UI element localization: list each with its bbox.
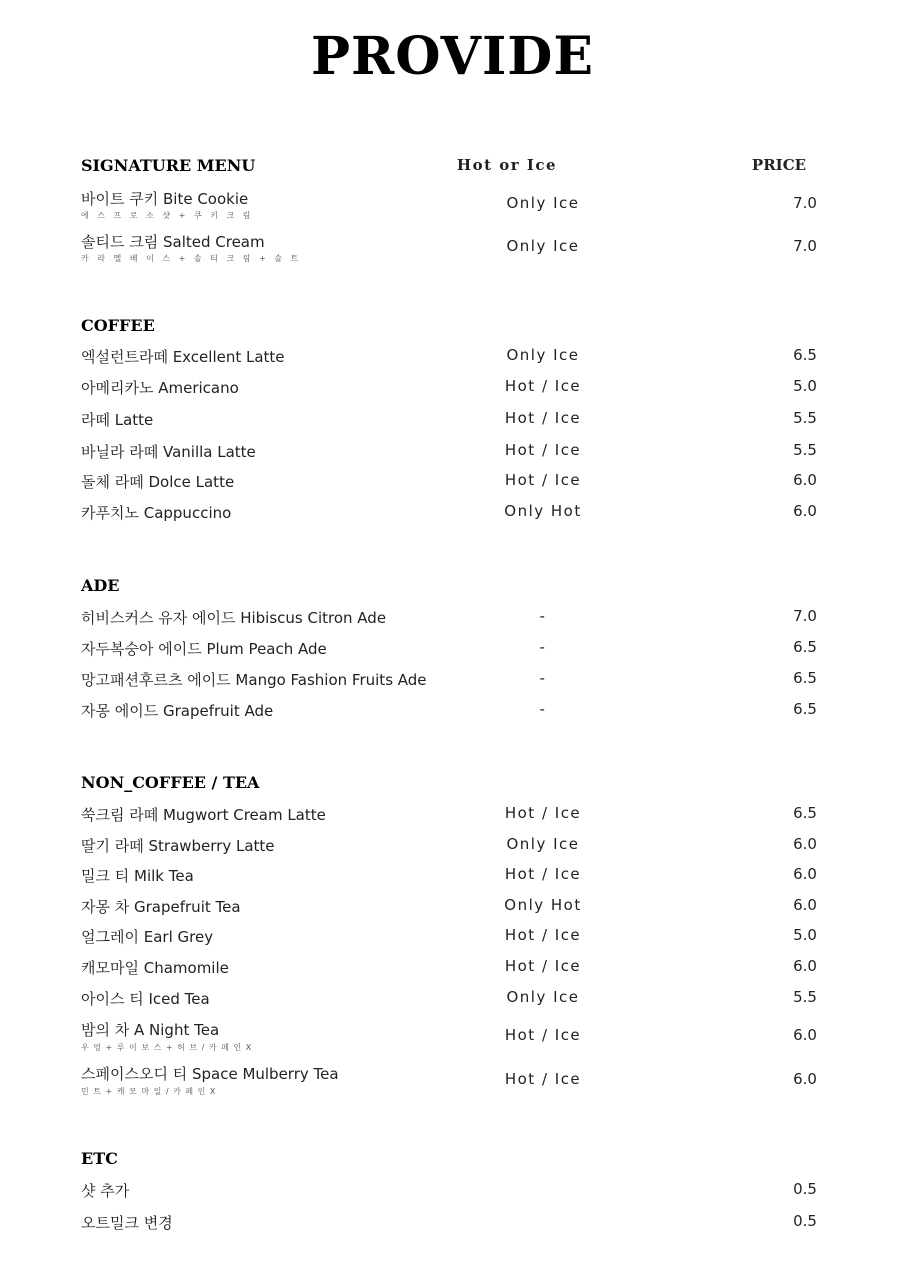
menu-item (81, 1212, 841, 1234)
menu-item (81, 669, 841, 691)
menu-item (81, 957, 841, 979)
item-name: 솔티드 크림 Salted Cream (81, 233, 265, 251)
item-description: 카 라 멜 베 이 스 + 솔 티 크 림 + 솔 트 (81, 254, 302, 263)
noncoffee-section (81, 773, 841, 1096)
item-name: 바이트 쿠키 Bite Cookie (81, 190, 249, 208)
item-name: 돌체 라떼 Dolce Latte (81, 473, 235, 491)
menu-item (81, 1180, 841, 1202)
item-temperature: Hot / Ice (504, 926, 582, 944)
menu-item (81, 926, 841, 948)
menu-item (81, 346, 841, 368)
item-temperature: Only Ice (506, 194, 580, 212)
item-price: 6.0 (793, 1070, 817, 1088)
item-name: 캐모마일 Chamomile (81, 959, 229, 977)
section-title-signature (81, 156, 841, 180)
menu-item (81, 502, 841, 524)
item-price: 6.0 (793, 502, 817, 520)
menu-item (81, 188, 841, 224)
coffee-section (81, 316, 841, 522)
item-price: 6.5 (793, 804, 817, 822)
item-name: 아메리카노 Americano (81, 379, 239, 397)
item-temperature: Hot / Ice (504, 957, 582, 975)
signature-section (81, 156, 841, 263)
item-price: 6.0 (793, 865, 817, 883)
price-column-header: PRICE (751, 156, 807, 174)
menu-item (81, 835, 841, 857)
item-temperature: Only Hot (504, 896, 582, 914)
item-name: 얼그레이 Earl Grey (81, 928, 214, 946)
page-title: PROVIDE (310, 26, 595, 87)
section-title-ade: ADE (81, 576, 120, 595)
item-name: 라떼 Latte (81, 411, 154, 429)
etc-section (81, 1149, 841, 1232)
item-temperature: - (539, 638, 547, 656)
menu-item (81, 896, 841, 918)
menu-item (81, 700, 841, 722)
item-temperature: Only Ice (506, 835, 580, 853)
menu-item (81, 441, 841, 463)
item-temperature: - (539, 669, 547, 687)
menu-item (81, 865, 841, 887)
item-name: 망고패션후르츠 에이드 Mango Fashion Fruits Ade (81, 671, 427, 689)
item-price: 6.5 (793, 346, 817, 364)
item-price: 6.5 (793, 669, 817, 687)
menu-item (81, 638, 841, 660)
item-temperature: Hot / Ice (504, 409, 582, 427)
item-name: 샷 추가 (81, 1182, 130, 1200)
item-price: 5.5 (793, 988, 817, 1006)
item-temperature: Hot / Ice (504, 804, 582, 822)
item-name: 오트밀크 변경 (81, 1214, 173, 1232)
item-price: 6.5 (793, 638, 817, 656)
item-description: 민 트 + 캐 모 마 일 / 카 페 인 X (81, 1087, 217, 1096)
menu-item (81, 607, 841, 629)
item-temperature: Hot / Ice (504, 377, 582, 395)
item-price: 0.5 (793, 1212, 817, 1230)
item-temperature: Hot / Ice (504, 471, 582, 489)
temp-column-header: Hot or Ice (456, 156, 558, 174)
item-temperature: - (539, 607, 547, 625)
item-name: 아이스 티 Iced Tea (81, 990, 210, 1008)
item-price: 6.0 (793, 957, 817, 975)
item-price: 6.5 (793, 700, 817, 718)
item-name: 히비스커스 유자 에이드 Hibiscus Citron Ade (81, 609, 387, 627)
menu-item (81, 377, 841, 399)
item-price: 5.5 (793, 409, 817, 427)
item-price: 6.0 (793, 1026, 817, 1044)
item-temperature: Hot / Ice (504, 1026, 582, 1044)
menu-item (81, 409, 841, 431)
item-name: 카푸치노 Cappuccino (81, 504, 232, 522)
item-price: 5.0 (793, 926, 817, 944)
item-name: 스페이스오디 티 Space Mulberry Tea (81, 1065, 339, 1083)
menu-item (81, 1063, 841, 1099)
item-price: 5.5 (793, 441, 817, 459)
item-name: 딸기 라떼 Strawberry Latte (81, 837, 275, 855)
signature-title: SIGNATURE MENU (81, 156, 256, 175)
item-temperature: Only Ice (506, 237, 580, 255)
menu-item (81, 471, 841, 493)
item-description: 에 스 프 로 소 샷 + 쿠 키 크 림 (81, 211, 254, 220)
item-name: 자두복숭아 에이드 Plum Peach Ade (81, 640, 327, 658)
item-name: 쑥크림 라떼 Mugwort Cream Latte (81, 806, 326, 824)
item-temperature: Only Ice (506, 988, 580, 1006)
item-price: 5.0 (793, 377, 817, 395)
item-name: 바닐라 라떼 Vanilla Latte (81, 443, 256, 461)
section-title-coffee: COFFEE (81, 316, 155, 335)
section-title-etc: ETC (81, 1149, 118, 1168)
item-temperature: Only Hot (504, 502, 582, 520)
item-temperature: Hot / Ice (504, 1070, 582, 1088)
item-price: 7.0 (793, 194, 817, 212)
item-temperature: - (539, 700, 547, 718)
item-price: 7.0 (793, 607, 817, 625)
item-price: 7.0 (793, 237, 817, 255)
item-price: 6.0 (793, 896, 817, 914)
item-description: 우 엉 + 루 이 보 스 + 허 브 / 카 페 인 X (81, 1043, 253, 1052)
item-price: 0.5 (793, 1180, 817, 1198)
menu-item (81, 231, 841, 267)
ade-section (81, 576, 841, 720)
item-name: 자몽 에이드 Grapefruit Ade (81, 702, 274, 720)
item-temperature: Hot / Ice (504, 865, 582, 883)
item-price: 6.0 (793, 835, 817, 853)
item-temperature: Only Ice (506, 346, 580, 364)
section-title-noncoffee: NON_COFFEE / TEA (81, 773, 260, 792)
menu-item (81, 988, 841, 1010)
item-name: 밀크 티 Milk Tea (81, 867, 194, 885)
item-temperature: Hot / Ice (504, 441, 582, 459)
item-name: 자몽 차 Grapefruit Tea (81, 898, 241, 916)
item-name: 엑설런트라떼 Excellent Latte (81, 348, 285, 366)
item-price: 6.0 (793, 471, 817, 489)
menu-item (81, 804, 841, 826)
item-name: 밤의 차 A Night Tea (81, 1021, 220, 1039)
menu-item (81, 1019, 841, 1055)
